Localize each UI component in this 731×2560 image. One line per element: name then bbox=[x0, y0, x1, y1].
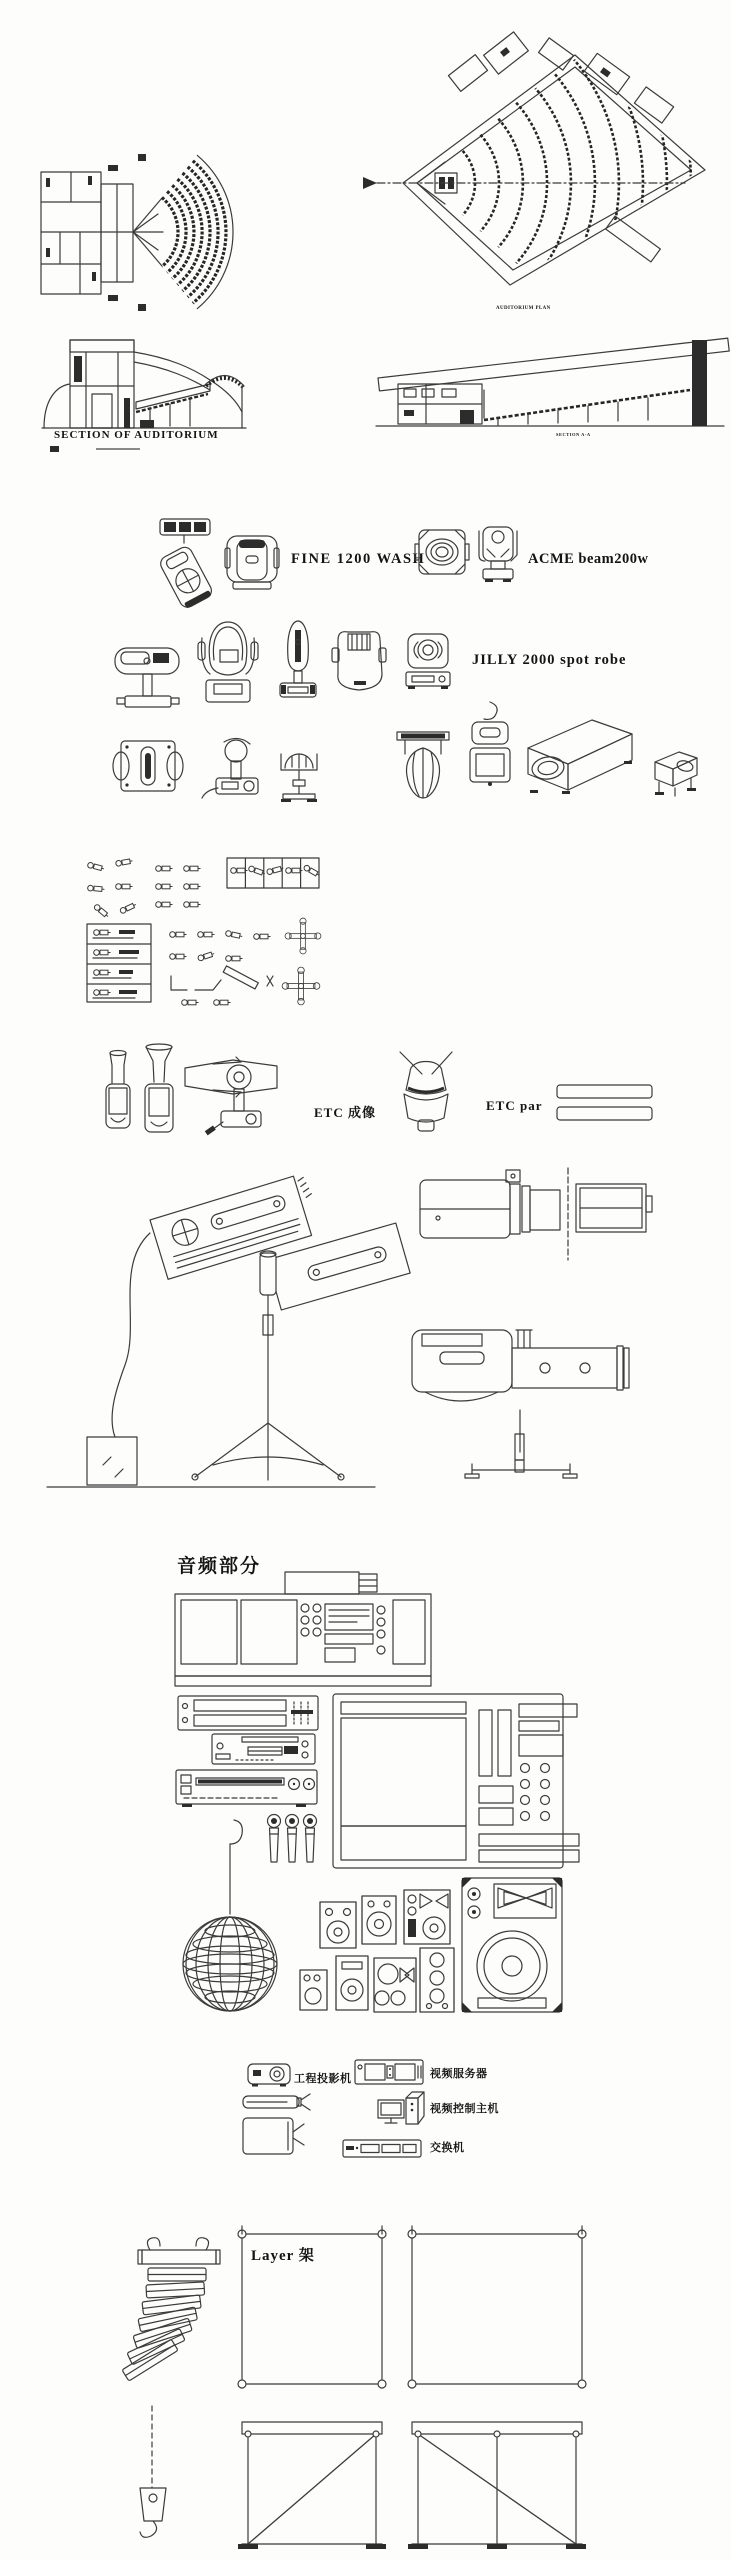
hook-hung-fixture-icon bbox=[464, 700, 516, 792]
video-server-label: 视频服务器 bbox=[430, 2068, 488, 2080]
section-left-caption: SECTION OF AUDITORIUM bbox=[54, 429, 219, 441]
network-switch-icon bbox=[343, 2140, 421, 2157]
large-speaker-icon bbox=[460, 1876, 564, 2016]
gobo-holder-large-icon bbox=[140, 1042, 178, 1134]
layer-truss-frames-drawing bbox=[232, 2226, 597, 2560]
network-switch-label: 交换机 bbox=[430, 2142, 465, 2154]
audio-mixer-drawing bbox=[333, 1694, 563, 1868]
spot-light-side-view-icon bbox=[113, 640, 183, 708]
section-a-a-drawing bbox=[368, 326, 731, 436]
follow-spot-on-pedestal-drawing bbox=[410, 1322, 630, 1490]
spot-light-lens-front-icon bbox=[400, 632, 456, 700]
spot-light-rear-view-icon bbox=[330, 626, 388, 696]
par-bar-strips-icon bbox=[556, 1084, 654, 1124]
etc-par-label: ETC par bbox=[486, 1098, 543, 1113]
gobo-holder-small-icon bbox=[103, 1048, 133, 1132]
follow-spot-on-tripod-drawing bbox=[45, 1165, 425, 1505]
beam-light-front-view-icon bbox=[477, 525, 519, 585]
graphic-eq-rack-unit-icon bbox=[178, 1696, 318, 1730]
spot-light-label: JILLY 2000 spot robe bbox=[472, 652, 627, 668]
clamp-hardware-symbols-cluster bbox=[85, 856, 340, 1008]
lighting-console-drawing bbox=[175, 1570, 431, 1688]
section-scale-note-bar bbox=[96, 448, 140, 450]
line-array-cluster-drawing bbox=[112, 2238, 222, 2560]
hanging-head-fixture-icon bbox=[395, 730, 451, 804]
etc-profile-label: ETC 成像 bbox=[314, 1105, 376, 1120]
projector-front-icon bbox=[248, 2062, 290, 2087]
moving-head-top-view-icon bbox=[225, 532, 279, 590]
auditorium-plan-rotated-drawing bbox=[355, 35, 731, 313]
profile-spot-front-view-icon bbox=[392, 1050, 460, 1132]
projector-side-icon bbox=[243, 2092, 311, 2112]
audio-section-heading: 音频部分 bbox=[177, 1556, 262, 1577]
follow-spot-horizontal-drawing bbox=[418, 1168, 653, 1263]
wash-light-label: FINE 1200 WASH bbox=[291, 551, 426, 567]
scanner-side-view-icon bbox=[196, 736, 262, 802]
video-control-host-icon bbox=[378, 2090, 424, 2130]
auditorium-plan-caption: AUDITORIUM PLAN bbox=[496, 306, 551, 311]
video-server-icon bbox=[355, 2060, 423, 2084]
beam-light-label: ACME beam200w bbox=[528, 551, 649, 567]
speaker-group-icons bbox=[296, 1886, 462, 2016]
mirror-ball-icon bbox=[178, 1816, 286, 2016]
box-light-perspective-icon bbox=[520, 712, 638, 794]
layer-truss-label: Layer 架 bbox=[251, 2248, 315, 2264]
spot-light-front-view-icon bbox=[198, 618, 258, 710]
beam-light-top-view-icon bbox=[417, 528, 467, 578]
projector-label: 工程投影机 bbox=[294, 2073, 352, 2085]
profile-spot-side-view-icon bbox=[183, 1052, 283, 1136]
auditorium-floor-plan-drawing bbox=[38, 152, 248, 314]
dvd-deck-rack-unit-icon bbox=[176, 1770, 317, 1807]
moving-head-tilted-icon bbox=[158, 515, 214, 610]
wash-light-top-view-icon bbox=[115, 735, 181, 799]
section-scale-marker bbox=[50, 446, 59, 452]
spot-light-narrow-side-icon bbox=[274, 618, 322, 708]
auditorium-section-drawing bbox=[40, 328, 250, 440]
dome-light-on-stand-icon bbox=[275, 740, 323, 804]
cd-player-rack-unit-icon bbox=[212, 1734, 315, 1764]
floor-par-perspective-icon bbox=[645, 742, 705, 800]
section-right-caption: SECTION A-A bbox=[556, 432, 591, 437]
video-controller-label: 视频控制主机 bbox=[430, 2103, 499, 2115]
projection-screen-icon bbox=[243, 2118, 305, 2158]
